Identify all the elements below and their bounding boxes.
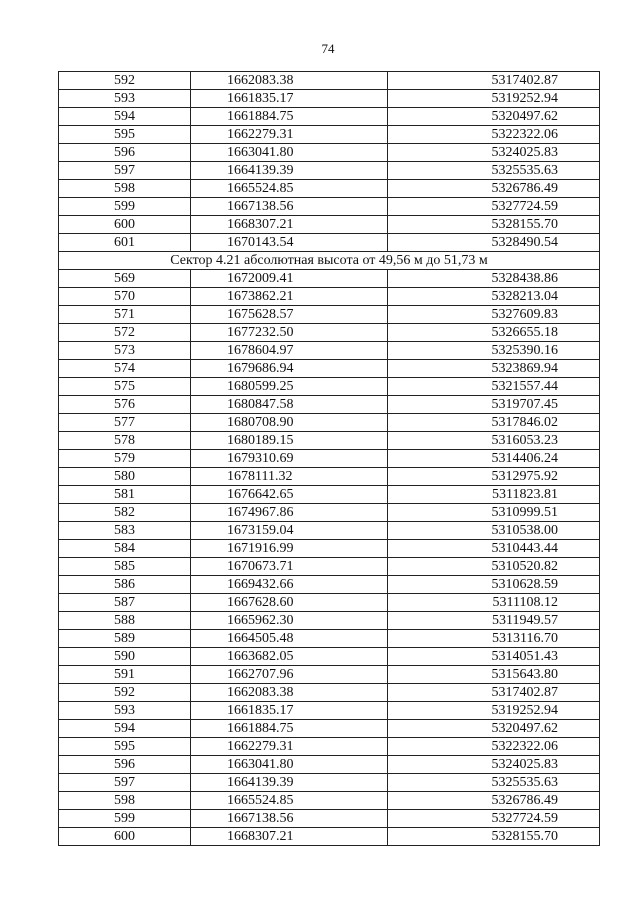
x-coordinate-cell: 1680708.90	[191, 414, 388, 432]
table-row	[59, 234, 600, 252]
table-row	[59, 90, 600, 108]
y-coordinate-cell: 5310999.51	[388, 504, 600, 522]
point-number-cell: 573	[59, 342, 191, 360]
point-number-cell: 598	[59, 792, 191, 810]
table-row	[59, 468, 600, 486]
table-row	[59, 72, 600, 90]
point-number-cell: 587	[59, 594, 191, 612]
x-coordinate-cell: 1680847.58	[191, 396, 388, 414]
y-coordinate-cell: 5314406.24	[388, 450, 600, 468]
table-row	[59, 684, 600, 702]
page-number: 74	[321, 41, 335, 56]
y-coordinate-cell: 5319707.45	[388, 396, 600, 414]
point-number-cell: 582	[59, 504, 191, 522]
y-coordinate-cell: 5326786.49	[388, 180, 600, 198]
x-coordinate-cell: 1664505.48	[191, 630, 388, 648]
table-row	[59, 630, 600, 648]
table-row	[59, 198, 600, 216]
point-number-cell: 570	[59, 288, 191, 306]
point-number-cell: 574	[59, 360, 191, 378]
table-row	[59, 720, 600, 738]
x-coordinate-cell: 1667138.56	[191, 198, 388, 216]
coordinates-table-body	[59, 72, 600, 846]
x-coordinate-cell: 1670673.71	[191, 558, 388, 576]
x-coordinate-cell: 1670143.54	[191, 234, 388, 252]
x-coordinate-cell: 1680599.25	[191, 378, 388, 396]
table-row	[59, 162, 600, 180]
table-row	[59, 324, 600, 342]
y-coordinate-cell: 5325535.63	[388, 162, 600, 180]
table-row	[59, 216, 600, 234]
section-header-row	[59, 252, 600, 270]
x-coordinate-cell: 1673159.04	[191, 522, 388, 540]
point-number-cell: 580	[59, 468, 191, 486]
point-number-cell: 594	[59, 108, 191, 126]
y-coordinate-cell: 5327724.59	[388, 810, 600, 828]
point-number-cell: 598	[59, 180, 191, 198]
x-coordinate-cell: 1672009.41	[191, 270, 388, 288]
point-number-cell: 597	[59, 774, 191, 792]
point-number-cell: 591	[59, 666, 191, 684]
point-number-cell: 581	[59, 486, 191, 504]
table-row	[59, 378, 600, 396]
table-row	[59, 792, 600, 810]
y-coordinate-cell: 5311108.12	[388, 594, 600, 612]
x-coordinate-cell: 1664139.39	[191, 162, 388, 180]
table-row	[59, 756, 600, 774]
table-row	[59, 558, 600, 576]
table-row	[59, 306, 600, 324]
y-coordinate-cell: 5320497.62	[388, 720, 600, 738]
y-coordinate-cell: 5324025.83	[388, 144, 600, 162]
point-number-cell: 595	[59, 126, 191, 144]
point-number-cell: 596	[59, 144, 191, 162]
point-number-cell: 593	[59, 702, 191, 720]
point-number-cell: 596	[59, 756, 191, 774]
point-number-cell: 590	[59, 648, 191, 666]
point-number-cell: 589	[59, 630, 191, 648]
y-coordinate-cell: 5317402.87	[388, 72, 600, 90]
table-row	[59, 648, 600, 666]
point-number-cell: 594	[59, 720, 191, 738]
point-number-cell: 593	[59, 90, 191, 108]
point-number-cell: 595	[59, 738, 191, 756]
y-coordinate-cell: 5325535.63	[388, 774, 600, 792]
table-row	[59, 432, 600, 450]
y-coordinate-cell: 5319252.94	[388, 702, 600, 720]
x-coordinate-cell: 1668307.21	[191, 828, 388, 846]
table-row	[59, 504, 600, 522]
table-row	[59, 540, 600, 558]
point-number-cell: 575	[59, 378, 191, 396]
table-row	[59, 828, 600, 846]
y-coordinate-cell: 5317402.87	[388, 684, 600, 702]
table-row	[59, 288, 600, 306]
table-row	[59, 738, 600, 756]
x-coordinate-cell: 1679310.69	[191, 450, 388, 468]
y-coordinate-cell: 5310538.00	[388, 522, 600, 540]
x-coordinate-cell: 1661884.75	[191, 720, 388, 738]
x-coordinate-cell: 1678111.32	[191, 468, 388, 486]
x-coordinate-cell: 1662279.31	[191, 738, 388, 756]
y-coordinate-cell: 5320497.62	[388, 108, 600, 126]
y-coordinate-cell: 5319252.94	[388, 90, 600, 108]
point-number-cell: 592	[59, 684, 191, 702]
point-number-cell: 586	[59, 576, 191, 594]
point-number-cell: 588	[59, 612, 191, 630]
x-coordinate-cell: 1665962.30	[191, 612, 388, 630]
y-coordinate-cell: 5310443.44	[388, 540, 600, 558]
x-coordinate-cell: 1665524.85	[191, 180, 388, 198]
y-coordinate-cell: 5327609.83	[388, 306, 600, 324]
y-coordinate-cell: 5312975.92	[388, 468, 600, 486]
y-coordinate-cell: 5322322.06	[388, 126, 600, 144]
table-row	[59, 486, 600, 504]
x-coordinate-cell: 1662083.38	[191, 684, 388, 702]
x-coordinate-cell: 1661835.17	[191, 702, 388, 720]
table-row	[59, 108, 600, 126]
x-coordinate-cell: 1667138.56	[191, 810, 388, 828]
x-coordinate-cell: 1673862.21	[191, 288, 388, 306]
point-number-cell: 579	[59, 450, 191, 468]
point-number-cell: 592	[59, 72, 191, 90]
y-coordinate-cell: 5310628.59	[388, 576, 600, 594]
point-number-cell: 584	[59, 540, 191, 558]
point-number-cell: 601	[59, 234, 191, 252]
y-coordinate-cell: 5315643.80	[388, 666, 600, 684]
y-coordinate-cell: 5326655.18	[388, 324, 600, 342]
y-coordinate-cell: 5326786.49	[388, 792, 600, 810]
table-row	[59, 360, 600, 378]
table-row	[59, 576, 600, 594]
y-coordinate-cell: 5322322.06	[388, 738, 600, 756]
y-coordinate-cell: 5316053.23	[388, 432, 600, 450]
table-row	[59, 450, 600, 468]
point-number-cell: 600	[59, 828, 191, 846]
y-coordinate-cell: 5311823.81	[388, 486, 600, 504]
y-coordinate-cell: 5314051.43	[388, 648, 600, 666]
table-row	[59, 612, 600, 630]
x-coordinate-cell: 1662279.31	[191, 126, 388, 144]
y-coordinate-cell: 5328213.04	[388, 288, 600, 306]
table-row	[59, 180, 600, 198]
table-row	[59, 702, 600, 720]
y-coordinate-cell: 5325390.16	[388, 342, 600, 360]
table-row	[59, 666, 600, 684]
point-number-cell: 599	[59, 198, 191, 216]
table-row	[59, 396, 600, 414]
y-coordinate-cell: 5323869.94	[388, 360, 600, 378]
x-coordinate-cell: 1663041.80	[191, 144, 388, 162]
point-number-cell: 569	[59, 270, 191, 288]
point-number-cell: 572	[59, 324, 191, 342]
point-number-cell: 577	[59, 414, 191, 432]
point-number-cell: 585	[59, 558, 191, 576]
x-coordinate-cell: 1678604.97	[191, 342, 388, 360]
y-coordinate-cell: 5328155.70	[388, 828, 600, 846]
point-number-cell: 583	[59, 522, 191, 540]
table-row	[59, 126, 600, 144]
x-coordinate-cell: 1674967.86	[191, 504, 388, 522]
table-row	[59, 774, 600, 792]
y-coordinate-cell: 5321557.44	[388, 378, 600, 396]
x-coordinate-cell: 1677232.50	[191, 324, 388, 342]
y-coordinate-cell: 5324025.83	[388, 756, 600, 774]
x-coordinate-cell: 1669432.66	[191, 576, 388, 594]
x-coordinate-cell: 1680189.15	[191, 432, 388, 450]
x-coordinate-cell: 1668307.21	[191, 216, 388, 234]
coordinates-table	[58, 71, 600, 846]
y-coordinate-cell: 5313116.70	[388, 630, 600, 648]
x-coordinate-cell: 1676642.65	[191, 486, 388, 504]
x-coordinate-cell: 1667628.60	[191, 594, 388, 612]
y-coordinate-cell: 5311949.57	[388, 612, 600, 630]
x-coordinate-cell: 1662083.38	[191, 72, 388, 90]
point-number-cell: 578	[59, 432, 191, 450]
x-coordinate-cell: 1661835.17	[191, 90, 388, 108]
y-coordinate-cell: 5310520.82	[388, 558, 600, 576]
x-coordinate-cell: 1679686.94	[191, 360, 388, 378]
x-coordinate-cell: 1671916.99	[191, 540, 388, 558]
x-coordinate-cell: 1663041.80	[191, 756, 388, 774]
x-coordinate-cell: 1675628.57	[191, 306, 388, 324]
x-coordinate-cell: 1664139.39	[191, 774, 388, 792]
point-number-cell: 600	[59, 216, 191, 234]
point-number-cell: 571	[59, 306, 191, 324]
y-coordinate-cell: 5327724.59	[388, 198, 600, 216]
x-coordinate-cell: 1665524.85	[191, 792, 388, 810]
table-row	[59, 594, 600, 612]
table-row	[59, 522, 600, 540]
point-number-cell: 599	[59, 810, 191, 828]
table-row	[59, 144, 600, 162]
table-row	[59, 414, 600, 432]
point-number-cell: 576	[59, 396, 191, 414]
table-row	[59, 342, 600, 360]
table-row	[59, 270, 600, 288]
x-coordinate-cell: 1663682.05	[191, 648, 388, 666]
y-coordinate-cell: 5328490.54	[388, 234, 600, 252]
point-number-cell: 597	[59, 162, 191, 180]
section-title: Сектор 4.21 абсолютная высота от 49,56 м до 51,73 м	[59, 252, 600, 270]
y-coordinate-cell: 5317846.02	[388, 414, 600, 432]
y-coordinate-cell: 5328155.70	[388, 216, 600, 234]
y-coordinate-cell: 5328438.86	[388, 270, 600, 288]
x-coordinate-cell: 1661884.75	[191, 108, 388, 126]
table-row	[59, 810, 600, 828]
x-coordinate-cell: 1662707.96	[191, 666, 388, 684]
